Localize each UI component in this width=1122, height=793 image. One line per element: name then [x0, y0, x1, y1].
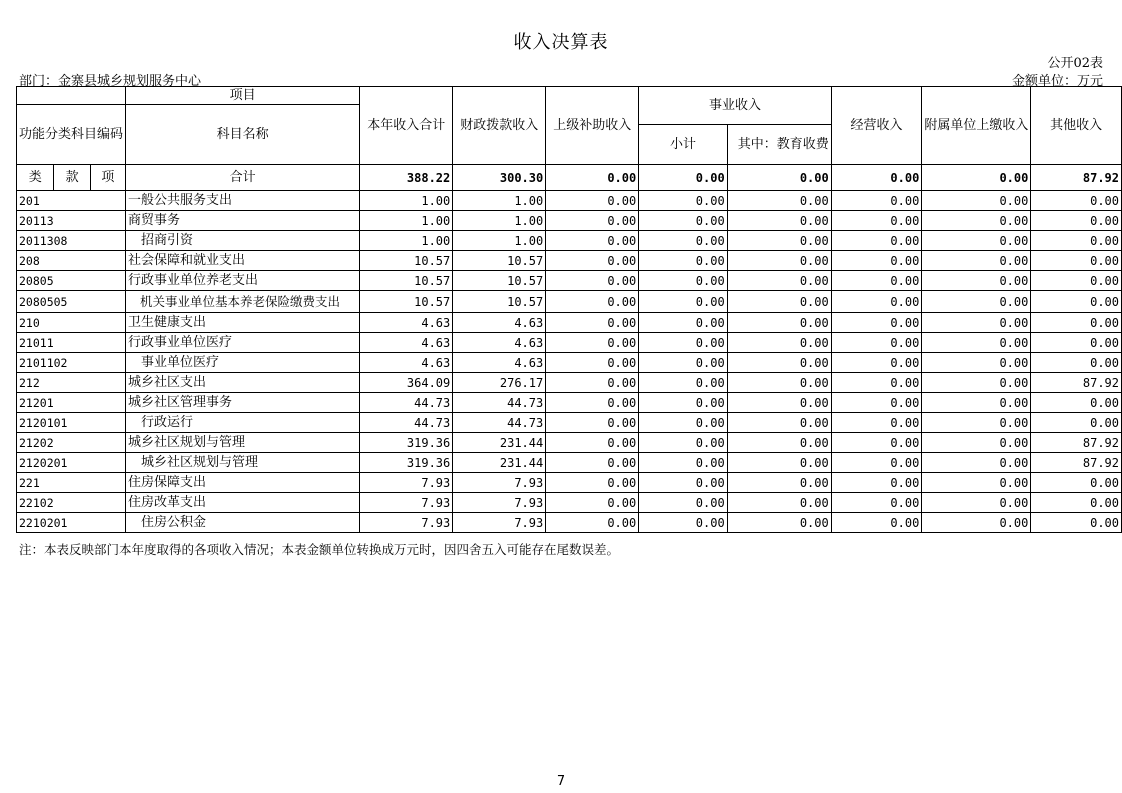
subject-name: 事业单位医疗 [126, 353, 360, 373]
amount-cell: 0.00 [727, 333, 831, 353]
amount-cell: 0.00 [546, 271, 639, 291]
amount-cell: 4.63 [360, 333, 453, 353]
amount-cell: 0.00 [922, 453, 1031, 473]
amount-cell: 0.00 [922, 433, 1031, 453]
subject-name: 住房改革支出 [126, 493, 360, 513]
subject-name: 招商引资 [126, 231, 360, 251]
subject-name: 行政运行 [126, 413, 360, 433]
header-subtotal: 小计 [639, 125, 727, 165]
amount-cell: 0.00 [922, 211, 1031, 231]
table-row [17, 251, 1122, 271]
subject-name: 卫生健康支出 [126, 313, 360, 333]
amount-cell: 0.00 [546, 453, 639, 473]
header-education-fee: 其中：教育收费 [727, 125, 831, 165]
amount-cell: 0.00 [831, 513, 922, 533]
amount-cell: 0.00 [546, 231, 639, 251]
subject-name: 城乡社区规划与管理 [126, 453, 360, 473]
amount-cell: 0.00 [1031, 473, 1122, 493]
amount-cell: 0.00 [639, 231, 727, 251]
amount-cell: 87.92 [1031, 373, 1122, 393]
table-row [17, 513, 1122, 533]
amount-cell: 0.00 [639, 271, 727, 291]
subject-name: 机关事业单位基本养老保险缴费支出 [126, 291, 360, 313]
amount-cell: 0.00 [831, 251, 922, 271]
total-cell: 300.30 [453, 165, 546, 191]
header-xiang: 项 [90, 165, 125, 191]
amount-cell: 7.93 [453, 473, 546, 493]
amount-cell: 0.00 [922, 513, 1031, 533]
header-affiliated: 附属单位上缴收入 [922, 87, 1031, 165]
income-table [16, 86, 1122, 533]
subject-code: 21201 [17, 393, 126, 413]
amount-cell: 44.73 [453, 393, 546, 413]
amount-cell: 0.00 [831, 291, 922, 313]
amount-cell: 0.00 [639, 393, 727, 413]
subject-code: 22102 [17, 493, 126, 513]
department-label: 部门：金寨县城乡规划服务中心 [19, 74, 202, 89]
amount-cell: 0.00 [1031, 251, 1122, 271]
table-row [17, 291, 1122, 313]
amount-cell: 0.00 [831, 191, 922, 211]
table-row [17, 433, 1122, 453]
amount-cell: 0.00 [639, 313, 727, 333]
amount-cell: 0.00 [639, 291, 727, 313]
amount-cell: 10.57 [360, 291, 453, 313]
amount-cell: 1.00 [360, 211, 453, 231]
amount-cell: 0.00 [727, 373, 831, 393]
amount-cell: 0.00 [727, 353, 831, 373]
amount-cell: 0.00 [546, 493, 639, 513]
amount-cell: 231.44 [453, 433, 546, 453]
table-row [17, 333, 1122, 353]
amount-cell: 0.00 [639, 191, 727, 211]
amount-cell: 10.57 [360, 251, 453, 271]
table-row [17, 373, 1122, 393]
amount-cell: 0.00 [546, 433, 639, 453]
amount-cell: 0.00 [546, 313, 639, 333]
amount-cell: 0.00 [546, 191, 639, 211]
amount-cell: 0.00 [727, 291, 831, 313]
amount-cell: 0.00 [1031, 513, 1122, 533]
amount-cell: 0.00 [639, 251, 727, 271]
subject-name: 商贸事务 [126, 211, 360, 231]
amount-cell: 87.92 [1031, 453, 1122, 473]
amount-cell: 0.00 [1031, 271, 1122, 291]
amount-cell: 0.00 [727, 433, 831, 453]
amount-cell: 0.00 [831, 433, 922, 453]
table-row [17, 473, 1122, 493]
subject-name: 行政事业单位医疗 [126, 333, 360, 353]
unit-label: 金额单位：万元 [1011, 74, 1103, 89]
amount-cell: 0.00 [1031, 353, 1122, 373]
amount-cell: 0.00 [727, 271, 831, 291]
amount-cell: 0.00 [639, 473, 727, 493]
header-subject-name: 科目名称 [126, 105, 360, 165]
amount-cell: 364.09 [360, 373, 453, 393]
subject-name: 住房保障支出 [126, 473, 360, 493]
amount-cell: 0.00 [639, 353, 727, 373]
subject-name: 住房公积金 [126, 513, 360, 533]
page-title: 收入决算表 [513, 32, 609, 53]
amount-cell: 0.00 [1031, 291, 1122, 313]
amount-cell: 0.00 [922, 271, 1031, 291]
total-cell: 0.00 [922, 165, 1031, 191]
amount-cell: 0.00 [831, 373, 922, 393]
amount-cell: 0.00 [546, 473, 639, 493]
amount-cell: 0.00 [727, 313, 831, 333]
table-row [17, 191, 1122, 211]
subject-code: 2120101 [17, 413, 126, 433]
amount-cell: 0.00 [727, 453, 831, 473]
header-superior: 上级补助收入 [546, 87, 639, 165]
amount-cell: 0.00 [922, 333, 1031, 353]
subject-name: 城乡社区支出 [126, 373, 360, 393]
amount-cell: 0.00 [922, 191, 1031, 211]
header-operating: 经营收入 [831, 87, 922, 165]
amount-cell: 1.00 [453, 231, 546, 251]
amount-cell: 231.44 [453, 453, 546, 473]
amount-cell: 0.00 [831, 313, 922, 333]
amount-cell: 0.00 [546, 211, 639, 231]
amount-cell: 0.00 [727, 231, 831, 251]
amount-cell: 10.57 [453, 291, 546, 313]
subject-code: 210 [17, 313, 126, 333]
amount-cell: 0.00 [831, 231, 922, 251]
amount-cell: 0.00 [727, 251, 831, 271]
amount-cell: 0.00 [727, 513, 831, 533]
amount-cell: 10.57 [360, 271, 453, 291]
amount-cell: 0.00 [1031, 231, 1122, 251]
header-career: 事业收入 [639, 87, 832, 125]
amount-cell: 0.00 [639, 453, 727, 473]
amount-cell: 319.36 [360, 453, 453, 473]
amount-cell: 4.63 [453, 353, 546, 373]
amount-cell: 0.00 [831, 473, 922, 493]
header-fiscal: 财政拨款收入 [453, 87, 546, 165]
amount-cell: 0.00 [727, 211, 831, 231]
subject-code: 20805 [17, 271, 126, 291]
amount-cell: 0.00 [639, 513, 727, 533]
amount-cell: 0.00 [922, 291, 1031, 313]
header-kuan: 款 [54, 165, 90, 191]
table-row [17, 231, 1122, 251]
amount-cell: 7.93 [360, 513, 453, 533]
footnote: 注：本表反映部门本年度取得的各项收入情况；本表金额单位转换成万元时，因四舍五入可能存在尾数误差。 [19, 542, 620, 557]
amount-cell: 0.00 [1031, 191, 1122, 211]
amount-cell: 44.73 [360, 413, 453, 433]
amount-cell: 0.00 [922, 493, 1031, 513]
amount-cell: 0.00 [639, 373, 727, 393]
amount-cell: 0.00 [727, 413, 831, 433]
subject-code: 21011 [17, 333, 126, 353]
amount-cell: 0.00 [639, 493, 727, 513]
amount-cell: 0.00 [1031, 313, 1122, 333]
header-other: 其他收入 [1031, 87, 1122, 165]
amount-cell: 44.73 [453, 413, 546, 433]
amount-cell: 0.00 [831, 493, 922, 513]
amount-cell: 0.00 [922, 373, 1031, 393]
amount-cell: 0.00 [546, 251, 639, 271]
amount-cell: 0.00 [922, 313, 1031, 333]
amount-cell: 0.00 [727, 191, 831, 211]
subject-name: 行政事业单位养老支出 [126, 271, 360, 291]
amount-cell: 7.93 [360, 493, 453, 513]
header-total: 本年收入合计 [360, 87, 453, 165]
amount-cell: 0.00 [546, 373, 639, 393]
header-item: 项目 [126, 87, 360, 105]
subject-name: 一般公共服务支出 [126, 191, 360, 211]
amount-cell: 0.00 [639, 433, 727, 453]
amount-cell: 0.00 [922, 393, 1031, 413]
amount-cell: 0.00 [922, 413, 1031, 433]
amount-cell: 0.00 [831, 393, 922, 413]
amount-cell: 87.92 [1031, 433, 1122, 453]
amount-cell: 0.00 [831, 453, 922, 473]
amount-cell: 0.00 [1031, 493, 1122, 513]
amount-cell: 4.63 [453, 313, 546, 333]
amount-cell: 0.00 [1031, 211, 1122, 231]
amount-cell: 7.93 [453, 493, 546, 513]
subject-code: 2101102 [17, 353, 126, 373]
form-number: 公开02表 [1047, 56, 1103, 71]
amount-cell: 0.00 [831, 333, 922, 353]
amount-cell: 0.00 [546, 353, 639, 373]
header-func-code: 功能分类科目编码 [17, 105, 126, 165]
amount-cell: 4.63 [360, 353, 453, 373]
table-row [17, 353, 1122, 373]
total-cell: 388.22 [360, 165, 453, 191]
header-lei: 类 [17, 165, 54, 191]
subject-name: 城乡社区规划与管理 [126, 433, 360, 453]
amount-cell: 0.00 [831, 211, 922, 231]
amount-cell: 0.00 [546, 513, 639, 533]
amount-cell: 0.00 [922, 473, 1031, 493]
subject-code: 21202 [17, 433, 126, 453]
amount-cell: 1.00 [360, 191, 453, 211]
total-cell: 0.00 [831, 165, 922, 191]
subject-code: 208 [17, 251, 126, 271]
table-row [17, 453, 1122, 473]
subject-code: 201 [17, 191, 126, 211]
amount-cell: 0.00 [727, 393, 831, 413]
amount-cell: 0.00 [1031, 413, 1122, 433]
amount-cell: 0.00 [639, 413, 727, 433]
amount-cell: 0.00 [546, 413, 639, 433]
subject-name: 社会保障和就业支出 [126, 251, 360, 271]
subject-name: 城乡社区管理事务 [126, 393, 360, 413]
subject-code: 20113 [17, 211, 126, 231]
subject-code: 2011308 [17, 231, 126, 251]
amount-cell: 0.00 [831, 353, 922, 373]
amount-cell: 1.00 [360, 231, 453, 251]
amount-cell: 0.00 [639, 211, 727, 231]
table-row [17, 393, 1122, 413]
amount-cell: 0.00 [546, 333, 639, 353]
header-item-top [17, 87, 126, 105]
amount-cell: 1.00 [453, 211, 546, 231]
table-row [17, 313, 1122, 333]
table-row [17, 271, 1122, 291]
amount-cell: 0.00 [1031, 393, 1122, 413]
amount-cell: 0.00 [546, 291, 639, 313]
amount-cell: 10.57 [453, 271, 546, 291]
subject-code: 2120201 [17, 453, 126, 473]
page-number: 7 [556, 774, 566, 789]
amount-cell: 0.00 [546, 393, 639, 413]
amount-cell: 0.00 [922, 231, 1031, 251]
amount-cell: 276.17 [453, 373, 546, 393]
table-row [17, 413, 1122, 433]
amount-cell: 0.00 [639, 333, 727, 353]
amount-cell: 4.63 [453, 333, 546, 353]
amount-cell: 44.73 [360, 393, 453, 413]
amount-cell: 0.00 [727, 473, 831, 493]
amount-cell: 319.36 [360, 433, 453, 453]
table-row [17, 493, 1122, 513]
subject-code: 212 [17, 373, 126, 393]
amount-cell: 0.00 [922, 353, 1031, 373]
amount-cell: 4.63 [360, 313, 453, 333]
amount-cell: 0.00 [727, 493, 831, 513]
amount-cell: 0.00 [1031, 333, 1122, 353]
subject-code: 221 [17, 473, 126, 493]
subject-code: 2080505 [17, 291, 126, 313]
amount-cell: 0.00 [831, 271, 922, 291]
amount-cell: 1.00 [453, 191, 546, 211]
amount-cell: 7.93 [360, 473, 453, 493]
amount-cell: 7.93 [453, 513, 546, 533]
amount-cell: 0.00 [922, 251, 1031, 271]
amount-cell: 10.57 [453, 251, 546, 271]
amount-cell: 0.00 [831, 413, 922, 433]
total-cell: 87.92 [1031, 165, 1122, 191]
subject-code: 2210201 [17, 513, 126, 533]
total-cell: 0.00 [546, 165, 639, 191]
total-label: 合计 [126, 165, 360, 191]
total-cell: 0.00 [727, 165, 831, 191]
table-row [17, 211, 1122, 231]
total-cell: 0.00 [639, 165, 727, 191]
